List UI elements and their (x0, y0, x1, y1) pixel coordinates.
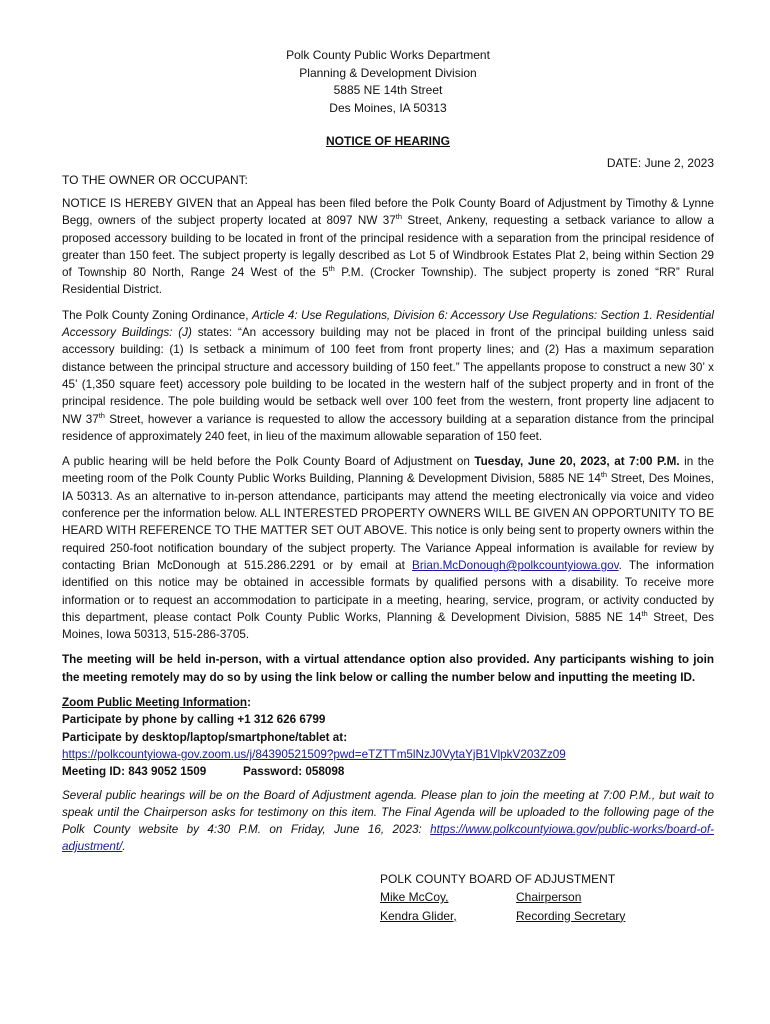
division-name: Planning & Development Division (299, 65, 477, 80)
zoom-link[interactable]: https://polkcountyiowa-gov.zoom.us/j/84390521509?pwd=eTZTTm5lNzJ0VytaYjB1VlpkV203Zz09 (62, 747, 566, 761)
signature-row (380, 888, 714, 907)
board-name: POLK COUNTY BOARD OF ADJUSTMENT (380, 871, 616, 886)
paragraph-appeal: NOTICE IS HEREBY GIVEN that an Appeal has been filed before the Polk County Board of Adjustment by Timothy & Lynne Begg, owners of the subject property located at 8097 NW 37th Street, Ankeny, requesting a setback variance to allow a proposed accessory building to be located in front of the principal residence with a separation from the principal residence of greater than 150 feet. The subject property is legally described as Lot 5 of Windbrook Estates Plat 2, being within Section 29 of Township 80 North, Range 24 West of the 5th P.M. (Crocker Township). The subject property is zoned “RR” Rural Residential District. (62, 197, 715, 297)
zoom-info (62, 694, 714, 780)
city-address: Des Moines, IA 50313 (329, 100, 447, 115)
street-address: 5885 NE 14th Street (333, 83, 443, 97)
signature-row (380, 907, 714, 926)
addressee: TO THE OWNER OR OCCUPANT: (62, 173, 249, 187)
meeting-password: Password: 058098 (243, 765, 345, 779)
paragraph-hearing: A public hearing will be held before the Polk County Board of Adjustment on Tuesday, June 20, 2023, at 7:00 P.M. in the meeting room of the Polk County Public Works Building, Planning & Development Division, 5885 NE 14th Street, Des Moines, IA 50313. As an alternative to in-person attendance, participants may attend the meeting electronically via voice and video conference per the information below. ALL INTERESTED PROPERTY OWNERS WILL BE GIVEN AN OPPORTUNITY TO BE HEARD WITH REFERENCE TO THE MATTER SET OUT ABOVE. This notice is only being sent to property owners within the required 250-foot notification boundary of the subject property. The Variance Appeal information is available for review by contacting Brian McDonough at 515.286.2291 or by email at Brian.McDonough@polkcountyiowa.gov. The information identified on this notice may be obtained in accessible formats by qualified persons with a disability. To receive more information or to request an accommodation to participate in a meeting, hearing, service, program, or activity conducted by this department, please contact Polk County Public Works, Planning & Development Division, 5885 NE 14th Street, Des Moines, Iowa 50313, 515-286-3705. (62, 455, 714, 642)
meeting-id: Meeting ID: 843 9052 1509 (62, 765, 207, 779)
paragraph-agenda: Several public hearings will be on the Board of Adjustment agenda. Please plan to join the meeting at 7:00 P.M., but wait to speak until the Chairperson asks for testimony on this item. The Final Agenda will be uploaded to the following page of the Polk County website by 4:30 P.M. on Friday, June 16, 2023: https://www.polkcountyiowa.gov/public-works/board-of-adjustment/. (62, 788, 714, 854)
notice-date: DATE: June 2, 2023 (606, 156, 714, 170)
signatory-name: Mike McCoy, (380, 890, 449, 905)
signatory-title: Chairperson (516, 890, 582, 905)
signatory-name: Kendra Glider, (380, 908, 457, 923)
paragraph-ordinance: The Polk County Zoning Ordinance, Article 4: Use Regulations, Division 6: Accessory Use Regulations: Section 1. Residential Accessory Buildings: (J) states: “An accessory building may not be placed in front of the principal building unless said accessory building: (1) Is setback a minimum of 100 feet from front property lines; and (2) Has a maximum separation distance between the principal structure and accessory building of 150 feet.” The appellants propose to construct a new 30’ x 45’ (1,350 square feet) accessory pole building to be located in the western half of the subject property and in front of the principal residence. The pole building would be setback well over 100 feet from the western, front property line adjacent to NW 37th Street, however a variance is requested to allow the accessory building at a separation distance from the principal residence of approximately 240 feet, in lieu of the maximum allowable separation of 150 feet. (62, 308, 714, 443)
zoom-desktop: Participate by desktop/laptop/smartphone/tablet at: (62, 730, 348, 744)
agenda-link[interactable]: https://www.polkcountyiowa.gov/public-works/board-of-adjustment/ (62, 823, 714, 854)
signature-block (380, 870, 714, 926)
signatory-title: Recording Secretary (516, 908, 626, 923)
zoom-phone: Participate by phone by calling +1 312 626 6799 (62, 713, 326, 727)
zoom-credentials (62, 763, 714, 780)
notice-title: NOTICE OF HEARING (325, 134, 450, 148)
zoom-heading: Zoom Public Meeting Information: (62, 696, 251, 710)
paragraph-meeting-format: The meeting will be held in-person, with a virtual attendance option also provided. Any participants wishing to join the meeting remotely may do so by using the link below or calling the number below and inputting the meeting ID. (62, 653, 714, 684)
email-link[interactable]: Brian.McDonough@polkcountyiowa.gov (412, 558, 619, 572)
letterhead (62, 0, 714, 117)
department-name: Polk County Public Works Department (286, 48, 490, 62)
